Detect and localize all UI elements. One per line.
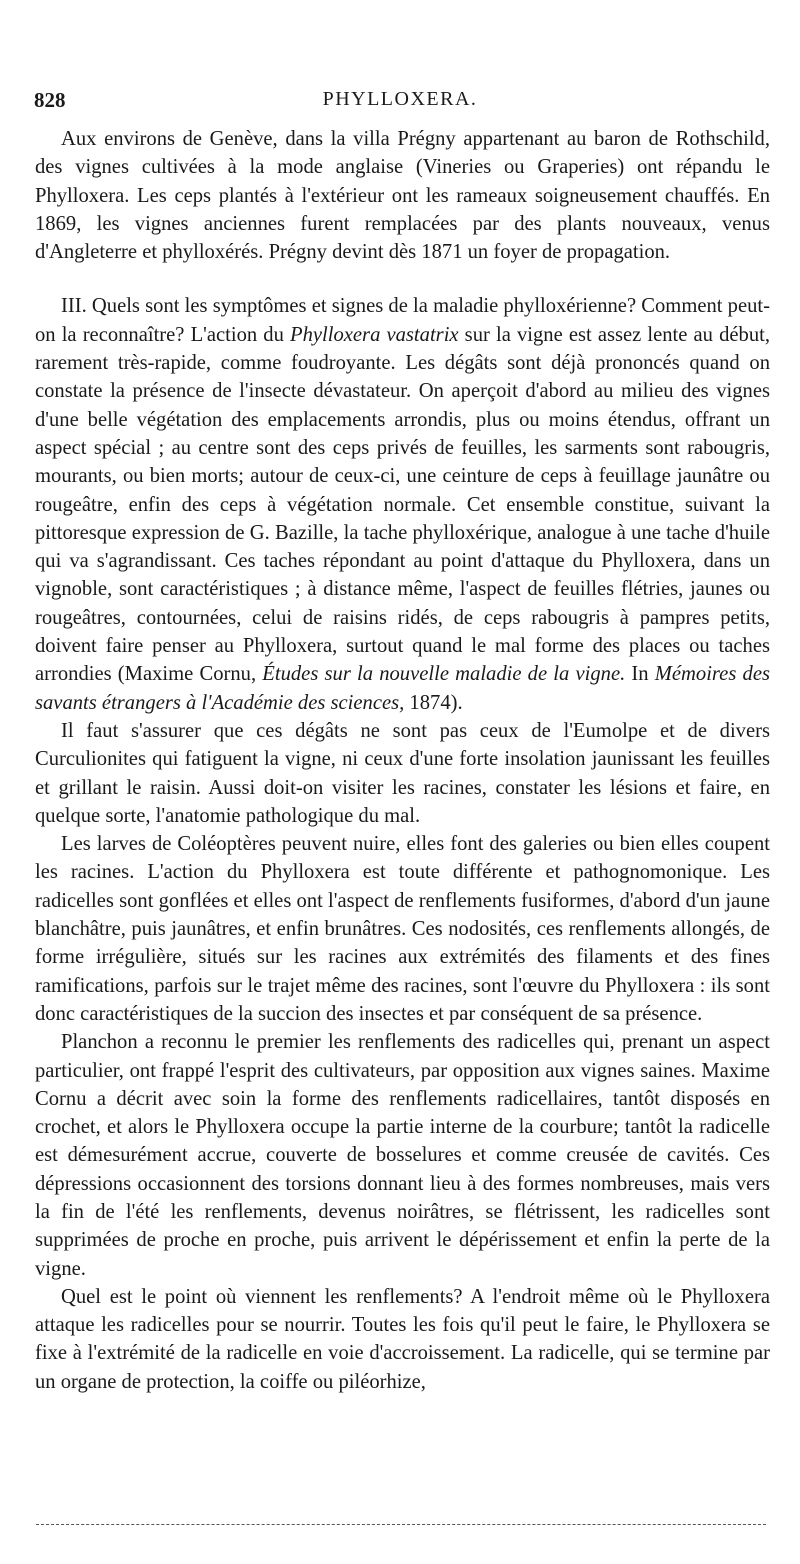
running-title: PHYLLOXERA. <box>322 88 478 110</box>
paragraph-symptoms <box>35 292 770 716</box>
text-run: III. Quels sont les symptômes et signes de la maladie phylloxérienne? Comment peut-on la reconnaître? L'action du <box>35 295 770 346</box>
page-number: 828 <box>34 88 66 112</box>
paragraph-larvae <box>35 830 770 1028</box>
paragraph-other-causes <box>35 717 770 830</box>
running-header <box>30 88 770 118</box>
text-run: Les larves de Coléoptères peuvent nuire, elles font des galeries ou bien elles coupent les racines. L'action du Phylloxera est toute différente et pathognomonique. Les radicelles sont gonflées et elles ont l'aspect de renflements fusiformes, d'abord d'un jaune blanchâtre, puis jaunâtres, et enfin brunâtres. Ces nodosités, ces renflements allongés, de forme irrégulière, situés sur les racines aux extrémités des filaments et des fines ramifications, parfois sur le trajet même des racines, sont l'œuvre du Phylloxera : ils sont donc caractéristiques de la succion des insectes et par conséquent de sa présence. <box>35 833 770 1025</box>
paragraph-swelling-location <box>35 1283 770 1396</box>
text-run: In <box>625 663 655 686</box>
text-run: Il faut s'assurer que ces dégâts ne sont pas ceux de l'Eumolpe et de divers Curculionites qui fatiguent la vigne, ni ceux d'une forte insolation jaunissant les feuilles et grillant le raisin. Aussi doit-on visiter les racines, constater les lésions et faire, en quelque sorte, l'anatomie pathologique du mal. <box>35 719 770 827</box>
italic-run: Mémoires des savants étrangers à l'Académie des sciences, <box>35 663 770 714</box>
footer-dashed-rule <box>36 1524 766 1525</box>
text-run: Quel est le point où viennent les renflements? A l'endroit même où le Phylloxera attaque les radicelles pour se nourrir. Toutes les fois qu'il peut le faire, le Phylloxera se fixe à l'extrémité de la radicelle en voie d'accroissement. La radicelle, qui se termine par un organe de protection, la coiffe ou piléorhize, <box>35 1285 770 1393</box>
body-text <box>35 125 770 1396</box>
text-run: Aux environs de Genève, dans la villa Prégny appartenant au baron de Rothschild, des vignes cultivées à la mode anglaise (Vineries ou Graperies) ont répandu le Phylloxera. Les ceps plantés à l'extérieur ont les rameaux soigneusement chauffés. En 1869, les vignes anciennes furent remplacées par des plants nouveaux, venus d'Angleterre et phylloxérés. Prégny devint dès 1871 un foyer de propagation. <box>35 128 770 264</box>
paragraph-geneva <box>35 125 770 266</box>
text-run: sur la vigne est assez lente au début, rarement très-rapide, comme foudroyante. Les dégâts sont déjà prononcés quand on constate la présence de l'insecte dévastateur. On aperçoit d'abord au milieu des vignes d'une belle végétation des emplacements arrondis, plus ou moins étendus, offrant un aspect spécial ; au centre sont des ceps privés de feuilles, les sarments sont rabougris, mourants, ou bien morts; autour de ceux-ci, une ceinture de ceps à feuillage jaunâtre ou rougeâtre, enfin des ceps à végétation normale. Cet ensemble constitue, suivant la pittoresque expression de G. Bazille, la tache phylloxérique, analogue à une tache d'huile qui va s'agrandissant. Ces taches répondant au point d'attaque du Phylloxera, dans un vignoble, sont caractéristiques ; à distance même, l'aspect de feuilles flétries, jaunes ou rougeâtres, contournées, celui de raisins ridés, de ceps rabougris à pampres petits, doivent faire penser au Phylloxera, surtout quand le mal forme des places ou taches arrondies (Maxime Cornu, <box>35 323 770 686</box>
paragraph-planchon <box>35 1028 770 1283</box>
text-run: Planchon a reconnu le premier les renflements des radicelles qui, prenant un aspect particulier, ont frappé l'esprit des cultivateurs, par opposition aux vignes saines. Maxime Cornu a décrit avec soin la forme des renflements radicellaires, tantôt disposés en crochet, et alors le Phylloxera occupe la partie interne de la courbure; tantôt la radicelle est démesurément accrue, couverte de bosselures et comme creusée de cavités. Ces dépressions occasionnent des torsions donnant lieu à des formes nombreuses, mais vers la fin de l'été les renflements, devenus noirâtres, se flétrissent, les radicelles sont supprimées de proche en proche, puis arrivent le dépérissement et enfin la perte de la vigne. <box>35 1031 770 1280</box>
italic-run: Études sur la nouvelle maladie de la vigne. <box>262 663 626 686</box>
italic-run: Phylloxera vastatrix <box>290 323 459 346</box>
text-run: 1874). <box>404 691 463 714</box>
